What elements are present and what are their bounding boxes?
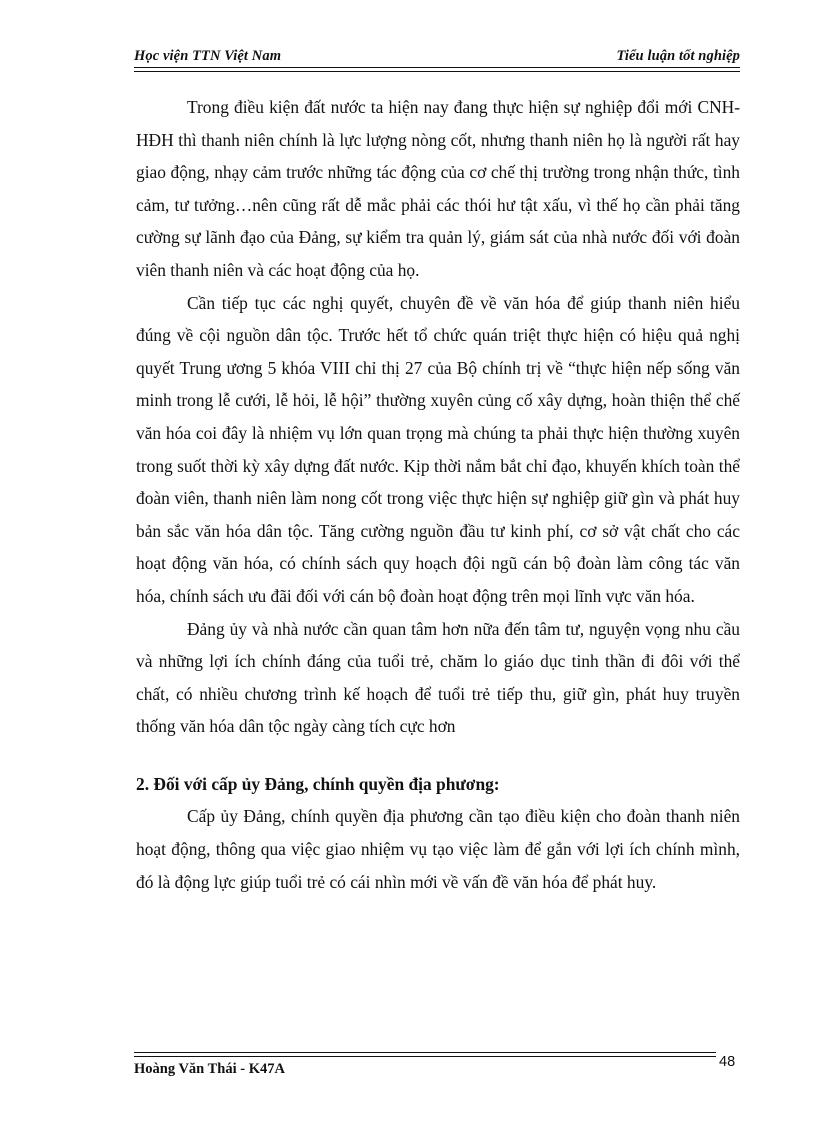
- paragraph: Trong điều kiện đất nước ta hiện nay đang thực hiện sự nghiệp đổi mới CNH- HĐH thì thanh niên chính là lực lượng nòng cốt, nhưng thanh niên họ là người rất hay giao động, nhạy cảm trước những tác động của cơ chế thị trường trong nhận thức, tình cảm, tư tưởng…nên cũng rất dễ mắc phải các thói hư tật xấu, vì thế họ cần phải tăng cường sự lãnh đạo của Đảng, sự kiểm tra quản lý, giám sát của nhà nước đối với đoàn viên thanh niên và các hoạt động của họ.: [136, 97, 740, 280]
- page-body: [136, 91, 740, 898]
- paragraph: Cấp ủy Đảng, chính quyền địa phương cần tạo điều kiện cho đoàn thanh niên hoạt động, thông qua việc giao nhiệm vụ tạo việc làm để gắn với lợi ích chính mình, đó là động lực giúp tuổi trẻ có cái nhìn mới về vấn đề văn hóa để phát huy.: [136, 806, 740, 892]
- header-institution: Học viện TTN Việt Nam: [134, 48, 282, 64]
- header-rule-thick: [134, 67, 740, 68]
- footer-rule-thin: [134, 1052, 716, 1053]
- footer-author: Hoàng Văn Thái - K47A: [134, 1061, 285, 1077]
- section-spacer: [136, 743, 740, 768]
- footer-rule-thick: [134, 1056, 716, 1057]
- section-heading: 2. Đối với cấp ủy Đảng, chính quyền địa phương:: [136, 773, 500, 794]
- page-number: 48: [719, 1054, 736, 1070]
- paragraph: Cần tiếp tục các nghị quyết, chuyên đề về văn hóa để giúp thanh niên hiểu đúng về cội nguồn dân tộc. Trước hết tổ chức quán triệt thực hiện có hiệu quả nghị quyết Trung ương 5 khóa VIII chỉ thị 27 của Bộ chính trị về “thực hiện nếp sống văn minh trong lễ cưới, lễ hỏi, lễ hội” thường xuyên củng cố xây dựng, hoàn thiện thể chế văn hóa coi đây là nhiệm vụ lớn quan trọng mà chúng ta phải thực hiện thường xuyên trong suốt thời kỳ xây dựng đất nước. Kịp thời nắm bắt chỉ đạo, khuyến khích toàn thể đoàn viên, thanh niên làm nong cốt trong việc thực hiện sự nghiệp giữ gìn và phát huy bản sắc văn hóa dân tộc. Tăng cường nguồn đầu tư kinh phí, cơ sở vật chất cho các hoạt động văn hóa, có chính sách quy hoạch đội ngũ cán bộ đoàn làm công tác văn hóa, chính sách ưu đãi đối với cán bộ đoàn hoạt động trên mọi lĩnh vực văn hóa.: [136, 292, 740, 606]
- header-document-type: Tiểu luận tốt nghiệp: [616, 48, 740, 64]
- paragraph: Đảng ủy và nhà nước cần quan tâm hơn nữa đến tâm tư, nguyện vọng nhu cầu và những lợi ích chính đáng của tuổi trẻ, chăm lo giáo dục tinh thần đi đôi với thể chất, có nhiều chương trình kế hoạch để tuổi trẻ tiếp thu, giữ gìn, phát huy truyền thống văn hóa dân tộc ngày càng tích cực hơn: [136, 618, 740, 737]
- header-rule-thin: [134, 71, 740, 72]
